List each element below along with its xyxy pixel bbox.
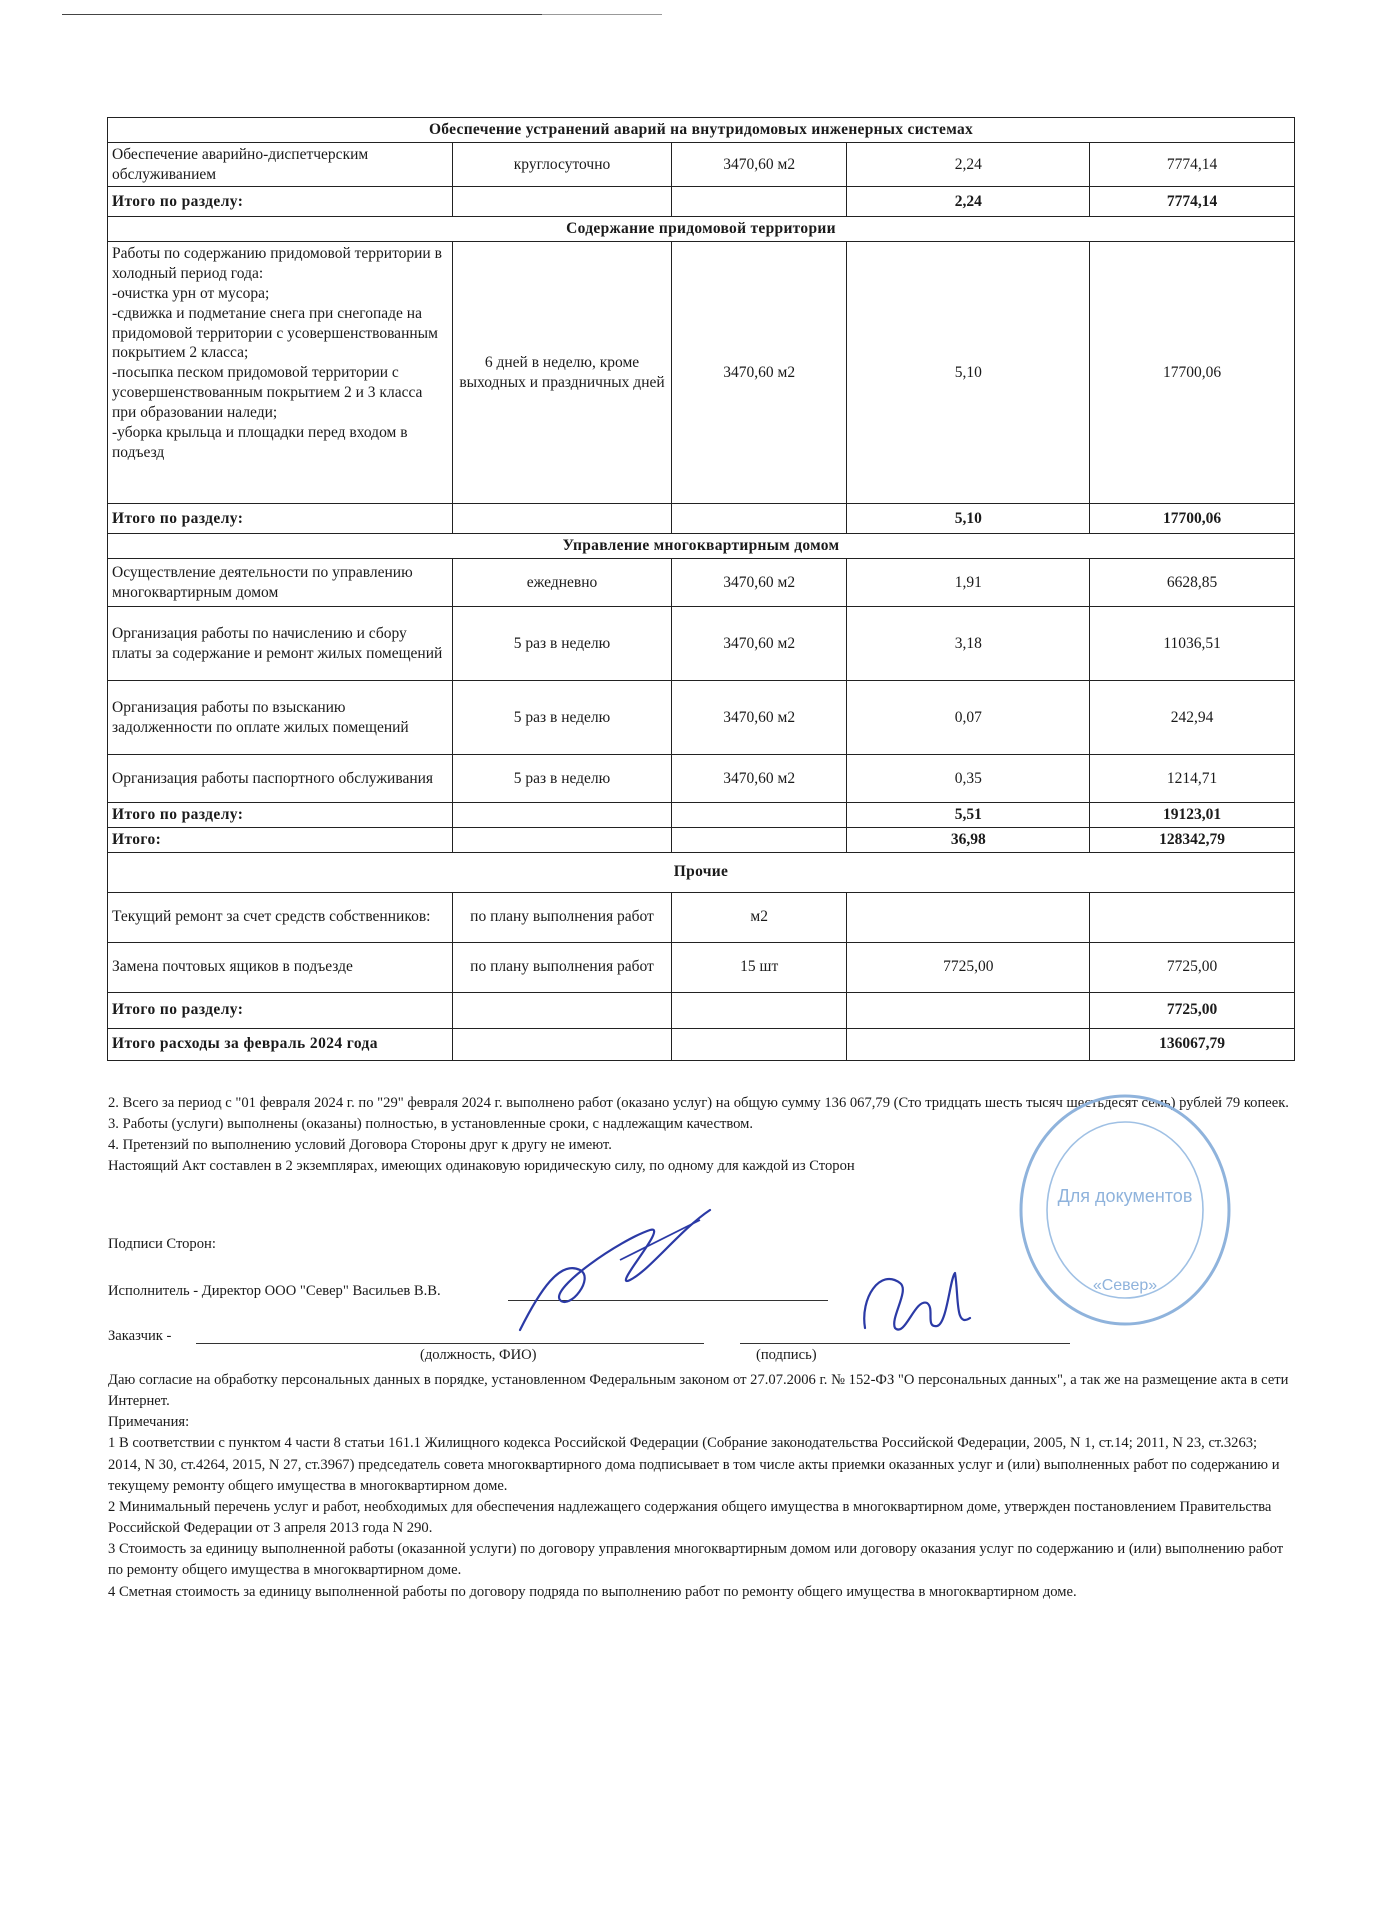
footer-notes: [108, 1370, 1293, 1603]
service-area: м2: [672, 892, 847, 942]
service-name: Замена почтовых ящиков в подъезде: [108, 942, 453, 992]
expenses-label: Итого расходы за февраль 2024 года: [108, 1028, 453, 1060]
section-total-row: [108, 187, 1295, 217]
service-name: Обеспечение аварийно-диспетчерским обслуживанием: [108, 142, 453, 187]
service-amount: 7725,00: [1090, 942, 1295, 992]
customer-position-line: [196, 1343, 704, 1344]
section-total-row: [108, 992, 1295, 1028]
service-area: 3470,60 м2: [672, 681, 847, 755]
expenses-amount: 136067,79: [1090, 1028, 1295, 1060]
service-amount: 11036,51: [1090, 607, 1295, 681]
section-header: [108, 852, 1295, 892]
table-row: [108, 892, 1295, 942]
service-name: Текущий ремонт за счет средств собственников:: [108, 892, 453, 942]
service-amount: 7774,14: [1090, 142, 1295, 187]
total-amount: 7774,14: [1090, 187, 1295, 217]
service-frequency: ежедневно: [452, 559, 671, 607]
table-row: [108, 942, 1295, 992]
service-area: 3470,60 м2: [672, 559, 847, 607]
signatures-heading: Подписи Сторон:: [108, 1236, 216, 1252]
remark-1: 1 В соответствии с пунктом 4 части 8 статьи 161.1 Жилищного кодекса Российской Федерации (Собрание законодательства Российской Федерации, 2005, N 1, ст.14; 2011, N 23, ст.3263; 2014, N 30, ст.4264, 2015, N 27, ст.3967) председатель совета многоквартирного дома подписывает в том числе акты приемки оказанных услуг и (или) выполненных работ по содержанию и текущему ремонту общего имущества в многоквартирном доме.: [108, 1435, 1280, 1494]
service-amount: 6628,85: [1090, 559, 1295, 607]
grand-total-amount: 128342,79: [1090, 827, 1295, 852]
service-rate: 2,24: [847, 142, 1090, 187]
service-rate: 0,07: [847, 681, 1090, 755]
service-frequency: 5 раз в неделю: [452, 755, 671, 803]
service-name: Осуществление деятельности по управлению многоквартирным домом: [108, 559, 453, 607]
executor-label: Исполнитель - Директор ООО "Север" Васильев В.В.: [108, 1283, 441, 1299]
service-rate: [847, 892, 1090, 942]
remark-3: 3 Стоимость за единицу выполненной работы (оказанной услуги) по договору управления многоквартирным домом или договору оказания услуг по содержанию и (или) выполнению работ по ремонту общего имущества в многоквартирном доме.: [108, 1541, 1284, 1579]
service-rate: 0,35: [847, 755, 1090, 803]
service-area: 3470,60 м2: [672, 242, 847, 504]
service-frequency: по плану выполнения работ: [452, 942, 671, 992]
table-row: [108, 559, 1295, 607]
section-header: [108, 118, 1295, 143]
service-frequency: 5 раз в неделю: [452, 607, 671, 681]
services-table: [107, 117, 1295, 1061]
total-label: Итого по разделу:: [108, 504, 453, 534]
remark-2: 2 Минимальный перечень услуг и работ, необходимых для обеспечения надлежащего содержания общего имущества в многоквартирном доме, утвержден постановлением Правительства Российской Федерации от 3 апреля 2013 года N 290.: [108, 1498, 1272, 1537]
service-frequency: 5 раз в неделю: [452, 681, 671, 755]
table-row: [108, 142, 1295, 187]
grand-total-label: Итого:: [108, 827, 453, 852]
remark-4: 4 Сметная стоимость за единицу выполненной работы по договору подряда по выполнению работ по ремонту общего имущества в многоквартирном доме.: [108, 1583, 1077, 1600]
service-amount: 242,94: [1090, 681, 1295, 755]
service-frequency: 6 дней в неделю, кроме выходных и праздничных дней: [452, 242, 671, 504]
section-total-row: [108, 803, 1295, 828]
executor-signature-image: [500, 1200, 730, 1340]
service-area: 3470,60 м2: [672, 755, 847, 803]
service-area: 3470,60 м2: [672, 607, 847, 681]
customer-label: Заказчик -: [108, 1328, 172, 1344]
service-frequency: по плану выполнения работ: [452, 892, 671, 942]
section-header: [108, 217, 1295, 242]
service-name: Организация работы по начислению и сбору платы за содержание и ремонт жилых помещений: [108, 607, 453, 681]
note-quality: 3. Работы (услуги) выполнены (оказаны) полностью, в установленные сроки, с надлежащим качеством.: [108, 1116, 754, 1133]
service-area: 15 шт: [672, 942, 847, 992]
total-amount: 7725,00: [1090, 992, 1295, 1028]
service-amount: 17700,06: [1090, 242, 1295, 504]
note-copies: Настоящий Акт составлен в 2 экземплярах, имеющих одинаковую юридическую силу, по одному для каждой из Сторон: [108, 1158, 855, 1175]
remarks-heading: Примечания:: [108, 1414, 190, 1431]
section-total-row: [108, 504, 1295, 534]
stamp-text: Для документов: [1057, 1186, 1193, 1206]
table-row: [108, 755, 1295, 803]
section-header: [108, 534, 1295, 559]
table-row: [108, 681, 1295, 755]
service-rate: 5,10: [847, 242, 1090, 504]
service-frequency: круглосуточно: [452, 142, 671, 187]
table-row: [108, 242, 1295, 504]
total-amount: 19123,01: [1090, 803, 1295, 828]
grand-total-rate: 36,98: [847, 827, 1090, 852]
section-title: Прочие: [108, 852, 1295, 892]
service-name: Организация работы по взысканию задолженности по оплате жилых помещений: [108, 681, 453, 755]
scan-top-line: [62, 14, 582, 15]
total-label: Итого по разделу:: [108, 992, 453, 1028]
note-claims: 4. Претензий по выполнению условий Договора Стороны друг к другу не имеют.: [108, 1137, 612, 1154]
customer-signature-image: [855, 1258, 985, 1348]
position-caption: (должность, ФИО): [420, 1347, 537, 1363]
consent-text: Даю согласие на обработку персональных данных в порядке, установленном Федеральным законом от 27.07.2006 г. № 152-ФЗ "О персональных данных", а так же на размещение акта в сети Интернет.: [108, 1372, 1289, 1410]
total-label: Итого по разделу:: [108, 803, 453, 828]
expenses-total-row: [108, 1028, 1295, 1060]
total-label: Итого по разделу:: [108, 187, 453, 217]
service-rate: 3,18: [847, 607, 1090, 681]
service-amount: 1214,71: [1090, 755, 1295, 803]
note-total-sum: 2. Всего за период с "01 февраля 2024 г. по "29" февраля 2024 г. выполнено работ (оказано услуг) на общую сумму 136 067,79 (Сто тридцать шесть тысяч шестьдесят семь) рублей 79 копеек.: [108, 1095, 1289, 1111]
total-rate: 5,51: [847, 803, 1090, 828]
service-name: Организация работы паспортного обслуживания: [108, 755, 453, 803]
service-rate: 1,91: [847, 559, 1090, 607]
service-area: 3470,60 м2: [672, 142, 847, 187]
service-amount: [1090, 892, 1295, 942]
grand-total-row: [108, 827, 1295, 852]
sign-caption: (подпись): [756, 1347, 817, 1363]
section-title: Обеспечение устранений аварий на внутридомовых инженерных системах: [108, 118, 1295, 143]
service-name: Работы по содержанию придомовой территории в холодный период года: -очистка урн от мусора; -сдвижка и подметание снега при снегопаде на придомовой территории с усовершенствованным покрытием 2 класса; -посыпка песком придомовой территории с усовершенствованным покрытием 2 и 3 класса при образовании наледи; -уборка крыльца и площадки перед входом в подъезд: [108, 242, 453, 504]
total-rate: 2,24: [847, 187, 1090, 217]
table-row: [108, 607, 1295, 681]
section-title: Содержание придомовой территории: [108, 217, 1295, 242]
stamp-bottom-text: «Север»: [1092, 1277, 1158, 1294]
total-rate: 5,10: [847, 504, 1090, 534]
section-title: Управление многоквартирным домом: [108, 534, 1295, 559]
service-rate: 7725,00: [847, 942, 1090, 992]
total-amount: 17700,06: [1090, 504, 1295, 534]
company-stamp: [1015, 1090, 1235, 1330]
